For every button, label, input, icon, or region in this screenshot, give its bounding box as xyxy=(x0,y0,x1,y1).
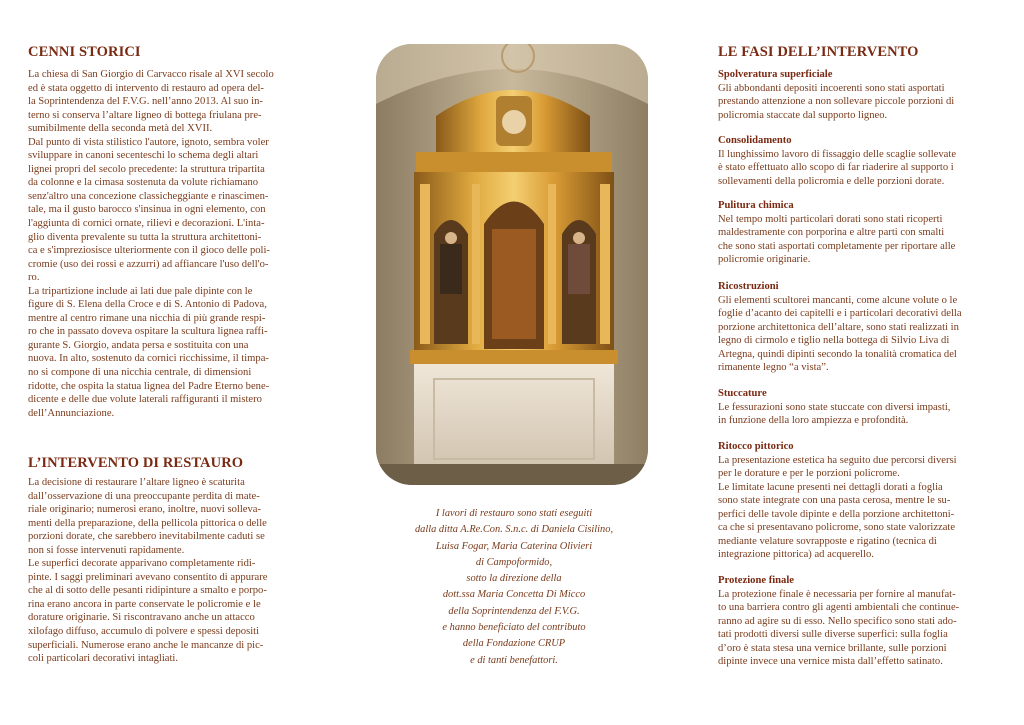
credit-line: sotto la direzione della xyxy=(466,573,562,585)
text-line: coli particolari decorativi intagliati. xyxy=(28,653,179,665)
text-line: Le superfici decorate apparivano completamente ridi- xyxy=(28,558,256,570)
text-line: tati prodotti diversi sulle diverse superfici: sulla foglia xyxy=(718,629,948,641)
text-line: Artegna, quindi dipinti secondo la tonalità cromatica del xyxy=(718,348,957,360)
text-line: dicente e delle due volute laterali raffiguranti il mistero xyxy=(28,394,262,406)
credit-line: della Fondazione CRUP xyxy=(462,638,566,650)
text-line: cromie (uso dei rossi e azzurri) ad affiancare l'uso dell'o- xyxy=(28,258,269,270)
text-line: lignei propri del secolo precedente: la struttura tripartita xyxy=(28,163,265,175)
fase-heading: Consolidamento xyxy=(718,135,792,146)
text-line: Nel tempo molti particolari dorati sono stati ricoperti xyxy=(718,213,943,225)
fase-section xyxy=(718,280,995,375)
text-line: l'aggiunta di cornici ornate, rilievi e decorazioni. L'inta- xyxy=(28,218,265,230)
text-line: La tripartizione include ai lati due pale dipinte con le xyxy=(28,285,253,297)
fase-section xyxy=(718,68,995,122)
text-line: porzione architettonica dell’altare, sono stati realizzati in xyxy=(718,321,959,333)
text-line: che sono stati asportati completamente per riportare alle xyxy=(718,240,956,252)
text-line: tale, ma il gusto barocco s'insinua in ogni elemento, con xyxy=(28,204,266,216)
credit-line: I lavori di restauro sono stati eseguiti xyxy=(435,508,593,519)
text-line: gurante S. Giorgio, andata persa e sostituita con una xyxy=(28,339,249,351)
credit-line: di Campoformido, xyxy=(475,556,553,568)
fase-section xyxy=(718,134,995,188)
text-line: in funzione della loro ampiezza e profondità. xyxy=(718,415,909,427)
text-line: maldestramente con porporina e altre parti con smalti xyxy=(718,227,945,239)
text-line: Il lunghissimo lavoro di fissaggio delle scaglie sollevate xyxy=(718,148,957,160)
credit-line: e hanno beneficiato del contributo xyxy=(442,622,586,634)
fase-section xyxy=(718,387,995,428)
text-line: Le fessurazioni sono state stuccate con diversi impasti, xyxy=(718,401,951,413)
credit-line: della Soprintendenza del F.V.G. xyxy=(448,605,580,617)
fase-heading: Spolveratura superficiale xyxy=(718,69,833,80)
fase-heading: Ricostruzioni xyxy=(718,281,779,292)
text-line: porzioni dorate, che sarebbero inevitabilmente caduti se xyxy=(28,531,265,543)
text-line: Gli abbondanti depositi incoerenti sono stati asportati xyxy=(718,82,945,94)
altar-photo xyxy=(376,44,648,485)
text-line: Dal punto di vista stilistico l'autore, ignoto, sembra voler xyxy=(28,136,269,148)
text-line: senz'altro una concezione classicheggiante e rinascimen- xyxy=(28,190,269,202)
text-line: superficiali. Numerose erano anche le mancanze di pic- xyxy=(28,639,264,651)
text-line: pinte. I saggi preliminari avevano consentito di appurare xyxy=(28,571,268,583)
text-line: integrazione pittorica) ad acquerello. xyxy=(718,549,874,561)
text-line: ranno ad agire su di esso. Nello specifico sono stati ado- xyxy=(718,615,957,627)
cenni-storici-heading: CENNI STORICI xyxy=(28,44,141,60)
text-line: sumibilmente della seconda metà del XVII. xyxy=(28,123,213,135)
text-line: Gli elementi scultorei mancanti, come alcune volute o le xyxy=(718,294,958,306)
text-line: la Soprintendenza del F.V.G. nell’anno 2013. Al suo in- xyxy=(28,96,263,108)
text-line: ed è stata oggetto di intervento di restauro ad opera del- xyxy=(28,82,264,94)
text-line: policromia staccate dal supporto ligneo. xyxy=(718,109,888,121)
text-line: per le dorature e per le porzioni policrome. xyxy=(718,468,900,480)
intervento-restauro-heading: L’INTERVENTO DI RESTAURO xyxy=(28,455,244,471)
text-line: La chiesa di San Giorgio di Carvacco risale al XVI secolo xyxy=(28,69,274,80)
fase-heading: Ritocco pittorico xyxy=(718,441,794,452)
text-line: prestando attenzione a non sollevare piccole porzioni di xyxy=(718,96,955,108)
text-line: policromie originarie. xyxy=(718,254,811,266)
text-line: ro. xyxy=(28,272,40,284)
credit-line: Luisa Fogar, Maria Caterina Olivieri xyxy=(435,540,593,552)
altar-illustration xyxy=(376,44,648,485)
text-line: ca e s'impreziosisce ulteriormente con il gioco delle poli- xyxy=(28,245,270,257)
text-line: legno di cirmolo e tiglio nella bottega di Silvio Liva di xyxy=(718,335,950,347)
text-line: nuova. In alto, sostenuto da cornici ricchissime, il timpa- xyxy=(28,353,269,365)
text-line: dipinte invece una vernice mista dall’effetto satinato. xyxy=(718,656,943,668)
text-line: figure di S. Elena della Croce e di S. Antonio di Padova, xyxy=(28,299,267,311)
text-line: La protezione finale è necessaria per fornire al manufat- xyxy=(718,588,956,600)
text-line: ro che in passato doveva ospitare la scultura lignea raffi- xyxy=(28,326,268,338)
text-line: d’oro è stata stesa una vernice brillante, sulle porzioni xyxy=(718,642,947,654)
credit-line: dott.ssa Maria Concetta Di Micco xyxy=(442,589,586,601)
text-line: La presentazione estetica ha seguito due percorsi diversi xyxy=(718,454,957,466)
text-line: perfici delle tavole dipinte e della porzione architettoni- xyxy=(718,508,955,520)
credit-line: dalla ditta A.Re.Con. S.n.c. di Daniela Cisilino, xyxy=(414,524,614,536)
fase-heading: Protezione finale xyxy=(718,575,794,586)
text-line: glio diventa prevalente su tutta la struttura architettoni- xyxy=(28,231,262,243)
text-line: mediante velature sovrapposte e rigatino (tecnica di xyxy=(718,535,937,547)
text-line: xilofago diffuso, accumulo di polvere e spessi depositi xyxy=(28,626,260,638)
intervento-restauro-text xyxy=(28,476,305,666)
text-line: rimanente legno “a vista”. xyxy=(718,362,829,374)
text-line: è stato effettuato allo scopo di far riaderire al supporto i xyxy=(718,162,954,174)
text-line: menti della preparazione, della pellicola pittorica o delle xyxy=(28,517,267,529)
text-line: ca che si presentavano policrome, sono state valorizzate xyxy=(718,522,956,534)
fasi-intervento-heading: LE FASI DELL’INTERVENTO xyxy=(718,44,919,60)
fase-heading: Pulitura chimica xyxy=(718,200,794,211)
fase-section xyxy=(718,199,995,267)
fase-section xyxy=(718,440,995,562)
text-line: sviluppare in canoni secenteschi lo schema degli altari xyxy=(28,150,259,162)
text-line: mentre al centro rimane una nicchia di più grande respi- xyxy=(28,312,266,324)
text-line: non si fosse intervenuti rapidamente. xyxy=(28,544,185,556)
text-line: to una barriera contro gli agenti ambientali che continue- xyxy=(718,602,960,614)
text-line: foglie d’acanto dei capitelli e i particolari decorativi della xyxy=(718,308,962,320)
text-line: La decisione di restaurare l’altare ligneo è scaturita xyxy=(28,477,245,488)
text-line: no si compone di una nicchia centrale, di dimensioni xyxy=(28,367,252,379)
text-line: che al di sotto delle pesanti ridipinture a smalto e porpo- xyxy=(28,585,267,597)
fase-section xyxy=(718,574,995,669)
text-line: ridotte, che ospita la statua lignea del Padre Eterno bene- xyxy=(28,380,270,392)
text-line: sollevamenti della policromia e delle porzioni dorate. xyxy=(718,175,945,187)
fase-heading: Stuccature xyxy=(718,388,767,399)
text-line: dell’Annunciazione. xyxy=(28,407,115,419)
credit-line: e di tanti benefattori. xyxy=(470,654,558,666)
cenni-storici-text xyxy=(28,68,305,420)
text-line: terno si conserva l’altare ligneo di bottega friulana pre- xyxy=(28,109,262,121)
credits-text xyxy=(370,506,658,669)
text-line: dorature originarie. Si riscontravano anche un attacco xyxy=(28,612,255,624)
text-line: sono state integrate con una pasta cerosa, mentre le su- xyxy=(718,495,951,507)
text-line: rina erano ancora in parte conservate le policromie e le xyxy=(28,598,261,610)
text-line: dall’osservazione di una preoccupante perdita di mate- xyxy=(28,490,260,502)
text-line: da colonne e la cimasa sostenuta da volute richiamano xyxy=(28,177,259,189)
text-line: riale originario; numerosi erano, inoltre, nuovi solleva- xyxy=(28,504,261,516)
text-line: Le limitate lacune presenti nei dettagli dorati a foglia xyxy=(718,481,943,493)
